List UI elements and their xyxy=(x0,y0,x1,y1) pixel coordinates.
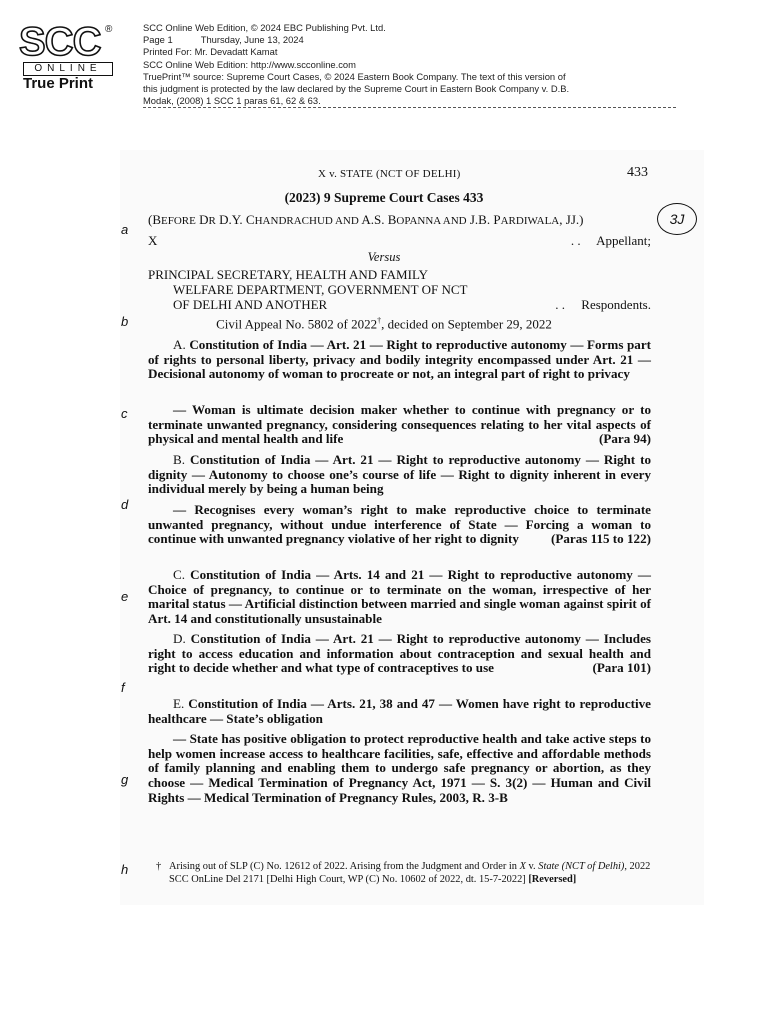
margin-letter: b xyxy=(121,314,129,329)
respondent-role: . . Respondents. xyxy=(555,297,651,312)
headnote-text: — Woman is ultimate decision maker whether to continue with pregnancy or to terminate unwanted pregnancy, considering consequences relating to her vital aspects of physical and mental health and life xyxy=(148,402,651,447)
bench-part: EFORE xyxy=(161,215,196,227)
bench-part: D xyxy=(195,212,209,227)
footnote-party: State (NCT of Delhi) xyxy=(538,861,625,872)
footnote-part: Arising out of SLP (C) No. 12612 of 2022. Arising from the Judgment and Order in xyxy=(169,861,520,872)
header-line: TruePrint™ source: Supreme Court Cases, © 2024 Eastern Book Company. The text of this version of xyxy=(143,70,566,82)
headnote-text: Constitution of India — Art. 21 — Right to reproductive autonomy — Right to dignity — Autonomy to choose one’s course of life — Right to dignity inherent in every individual merely by being a human being xyxy=(148,452,651,497)
headnote-A xyxy=(148,338,651,382)
respondent-line: WELFARE DEPARTMENT, GOVERNMENT OF NCT xyxy=(173,282,468,297)
headnote-text: — Recognises every woman’s right to make reproductive choice to terminate unwanted pregnancy, without undue interference of State — Forcing a woman to continue with unwanted pregnancy violative of her right to dignity xyxy=(148,502,651,547)
header-line: Modak, (2008) 1 SCC 1 paras 61, 62 & 63. xyxy=(143,95,321,107)
versus: Versus xyxy=(367,250,401,264)
respondent-line: PRINCIPAL SECRETARY, HEALTH AND FAMILY xyxy=(148,267,428,282)
footnote xyxy=(156,860,653,886)
headnote-lead: D. xyxy=(173,631,191,646)
bench-part: J.B. P xyxy=(466,212,501,227)
margin-letter: h xyxy=(121,862,129,877)
headnote-text: Constitution of India — Art. 21 — Right to reproductive autonomy — Forms part of rights to personal liberty, privacy and bodily integrity encompassed under Art. 21 — Decisional autonomy of woman to procreate or not, an integral part of right to privacy xyxy=(148,337,651,382)
headnote-lead: C. xyxy=(173,567,191,582)
footnote-part: v. xyxy=(525,861,539,872)
bench-part: D.Y. C xyxy=(215,212,255,227)
para-ref: (Para 94) xyxy=(599,431,651,447)
logo-true-print: True Print xyxy=(23,75,94,92)
headnote-lead: A. xyxy=(173,337,190,352)
bench-part: AND xyxy=(332,215,359,227)
margin-letter: a xyxy=(121,222,129,237)
headnote-text: Constitution of India — Arts. 21, 38 and 47 — Women have right to reproductive healthcare — State’s obligation xyxy=(148,696,651,726)
headnote-text: Constitution of India — Arts. 14 and 21 — Right to reproductive autonomy — Choice of pregnancy, to continue or to terminate on the woman, irrespective of her marital status — Artificial distinction between married and single woman against spirit of Art. 14 and constitutionally unsustainable xyxy=(148,567,651,627)
footnote-mark: † xyxy=(156,861,162,872)
headnote-E xyxy=(148,697,651,726)
handwritten-tag: 3J xyxy=(657,203,697,235)
header-line: this judgment is protected by the law declared by the Supreme Court in Eastern Book Company v. D.B. xyxy=(143,83,570,95)
bench-part: (B xyxy=(148,212,161,227)
page-number: 433 xyxy=(627,165,648,180)
appeal-line xyxy=(0,316,768,332)
logo-brand: SCC xyxy=(19,20,101,64)
appellant-role: . . Appellant; xyxy=(570,233,651,248)
header-line: SCC Online Web Edition, © 2024 EBC Publishing Pvt. Ltd. xyxy=(143,22,386,33)
bench-part: AND xyxy=(440,215,467,227)
respondent-row xyxy=(148,298,651,312)
appeal-date: , decided on September 29, 2022 xyxy=(381,316,552,332)
headnote-text: — State has positive obligation to protect reproductive health and take active steps to help women increase access to healthcare facilities, safe, effective and affordable methods of family planning and enabling them to undergo safe pregnancy or abortion, as they choose — Medical Termination of Pregnancy Act, 1971 — S. 3(2) — Human and Civil Rights — Medical Termination of Pregnancy Rules, 2003, R. 3-B xyxy=(148,731,651,805)
footnote-text xyxy=(169,860,653,886)
appeal-number: Civil Appeal No. 5802 of 2022 xyxy=(216,316,378,332)
footnote-party: X xyxy=(519,861,526,872)
margin-letter: f xyxy=(121,680,125,695)
para-ref: (Paras 115 to 122) xyxy=(550,531,651,547)
para-ref: (Para 101) xyxy=(592,660,651,676)
headnote-lead: B. xyxy=(173,452,190,467)
header-line: SCC Online Web Edition: http://www.scconline.com xyxy=(143,58,356,70)
header-line: Printed For: Mr. Devadatt Kamat xyxy=(143,46,278,58)
dagger-mark: † xyxy=(377,316,382,325)
header-page: Page 1 xyxy=(143,34,173,46)
headnote-D xyxy=(148,632,651,676)
header-page-date xyxy=(143,34,703,46)
margin-letter: g xyxy=(121,772,129,787)
margin-letter: c xyxy=(121,406,128,421)
bench-part: ARDIWALA xyxy=(500,215,560,227)
headnote-lead: E. xyxy=(173,696,189,711)
appellant-name: X xyxy=(148,233,158,248)
headnote-E-cont xyxy=(148,732,651,806)
registered-mark: ® xyxy=(105,24,113,35)
headnote-A-cont xyxy=(148,403,651,447)
case-citation: (2023) 9 Supreme Court Cases 433 xyxy=(284,190,484,205)
logo-online: ONLINE xyxy=(23,62,113,76)
respondent-line: OF DELHI AND ANOTHER xyxy=(173,297,328,312)
running-head: X v. STATE (NCT OF DELHI) xyxy=(318,168,461,180)
header-divider xyxy=(143,107,676,108)
bench-part: A.S. B xyxy=(358,212,397,227)
bench-part: OPANNA xyxy=(396,215,441,227)
margin-letter: e xyxy=(121,589,129,604)
headnote-B-cont xyxy=(148,503,651,547)
print-header xyxy=(143,22,703,107)
margin-letter: d xyxy=(121,497,129,512)
headnote-C xyxy=(148,568,651,627)
bench-part: HANDRACHUD xyxy=(254,215,333,227)
bench-part: , JJ.) xyxy=(559,212,584,227)
bench-part: R xyxy=(208,215,216,227)
appellant-row xyxy=(148,234,651,248)
bench xyxy=(148,212,583,228)
headnote-B xyxy=(148,453,651,497)
footnote-result: [Reversed] xyxy=(528,874,577,885)
scc-online-logo xyxy=(17,22,123,92)
footnote-part: , 2022 SCC OnLine Del 2171 [Delhi High Court, WP (C) No. 10602 of 2022, dt. 15-7-2022] xyxy=(169,861,651,885)
headnote-text: Constitution of India — Art. 21 — Right to reproductive autonomy — Includes right to access education and information about contraception and sexual health and right to decide whether and what type of contraceptives to use xyxy=(148,631,651,676)
header-date: Thursday, June 13, 2024 xyxy=(200,34,304,46)
